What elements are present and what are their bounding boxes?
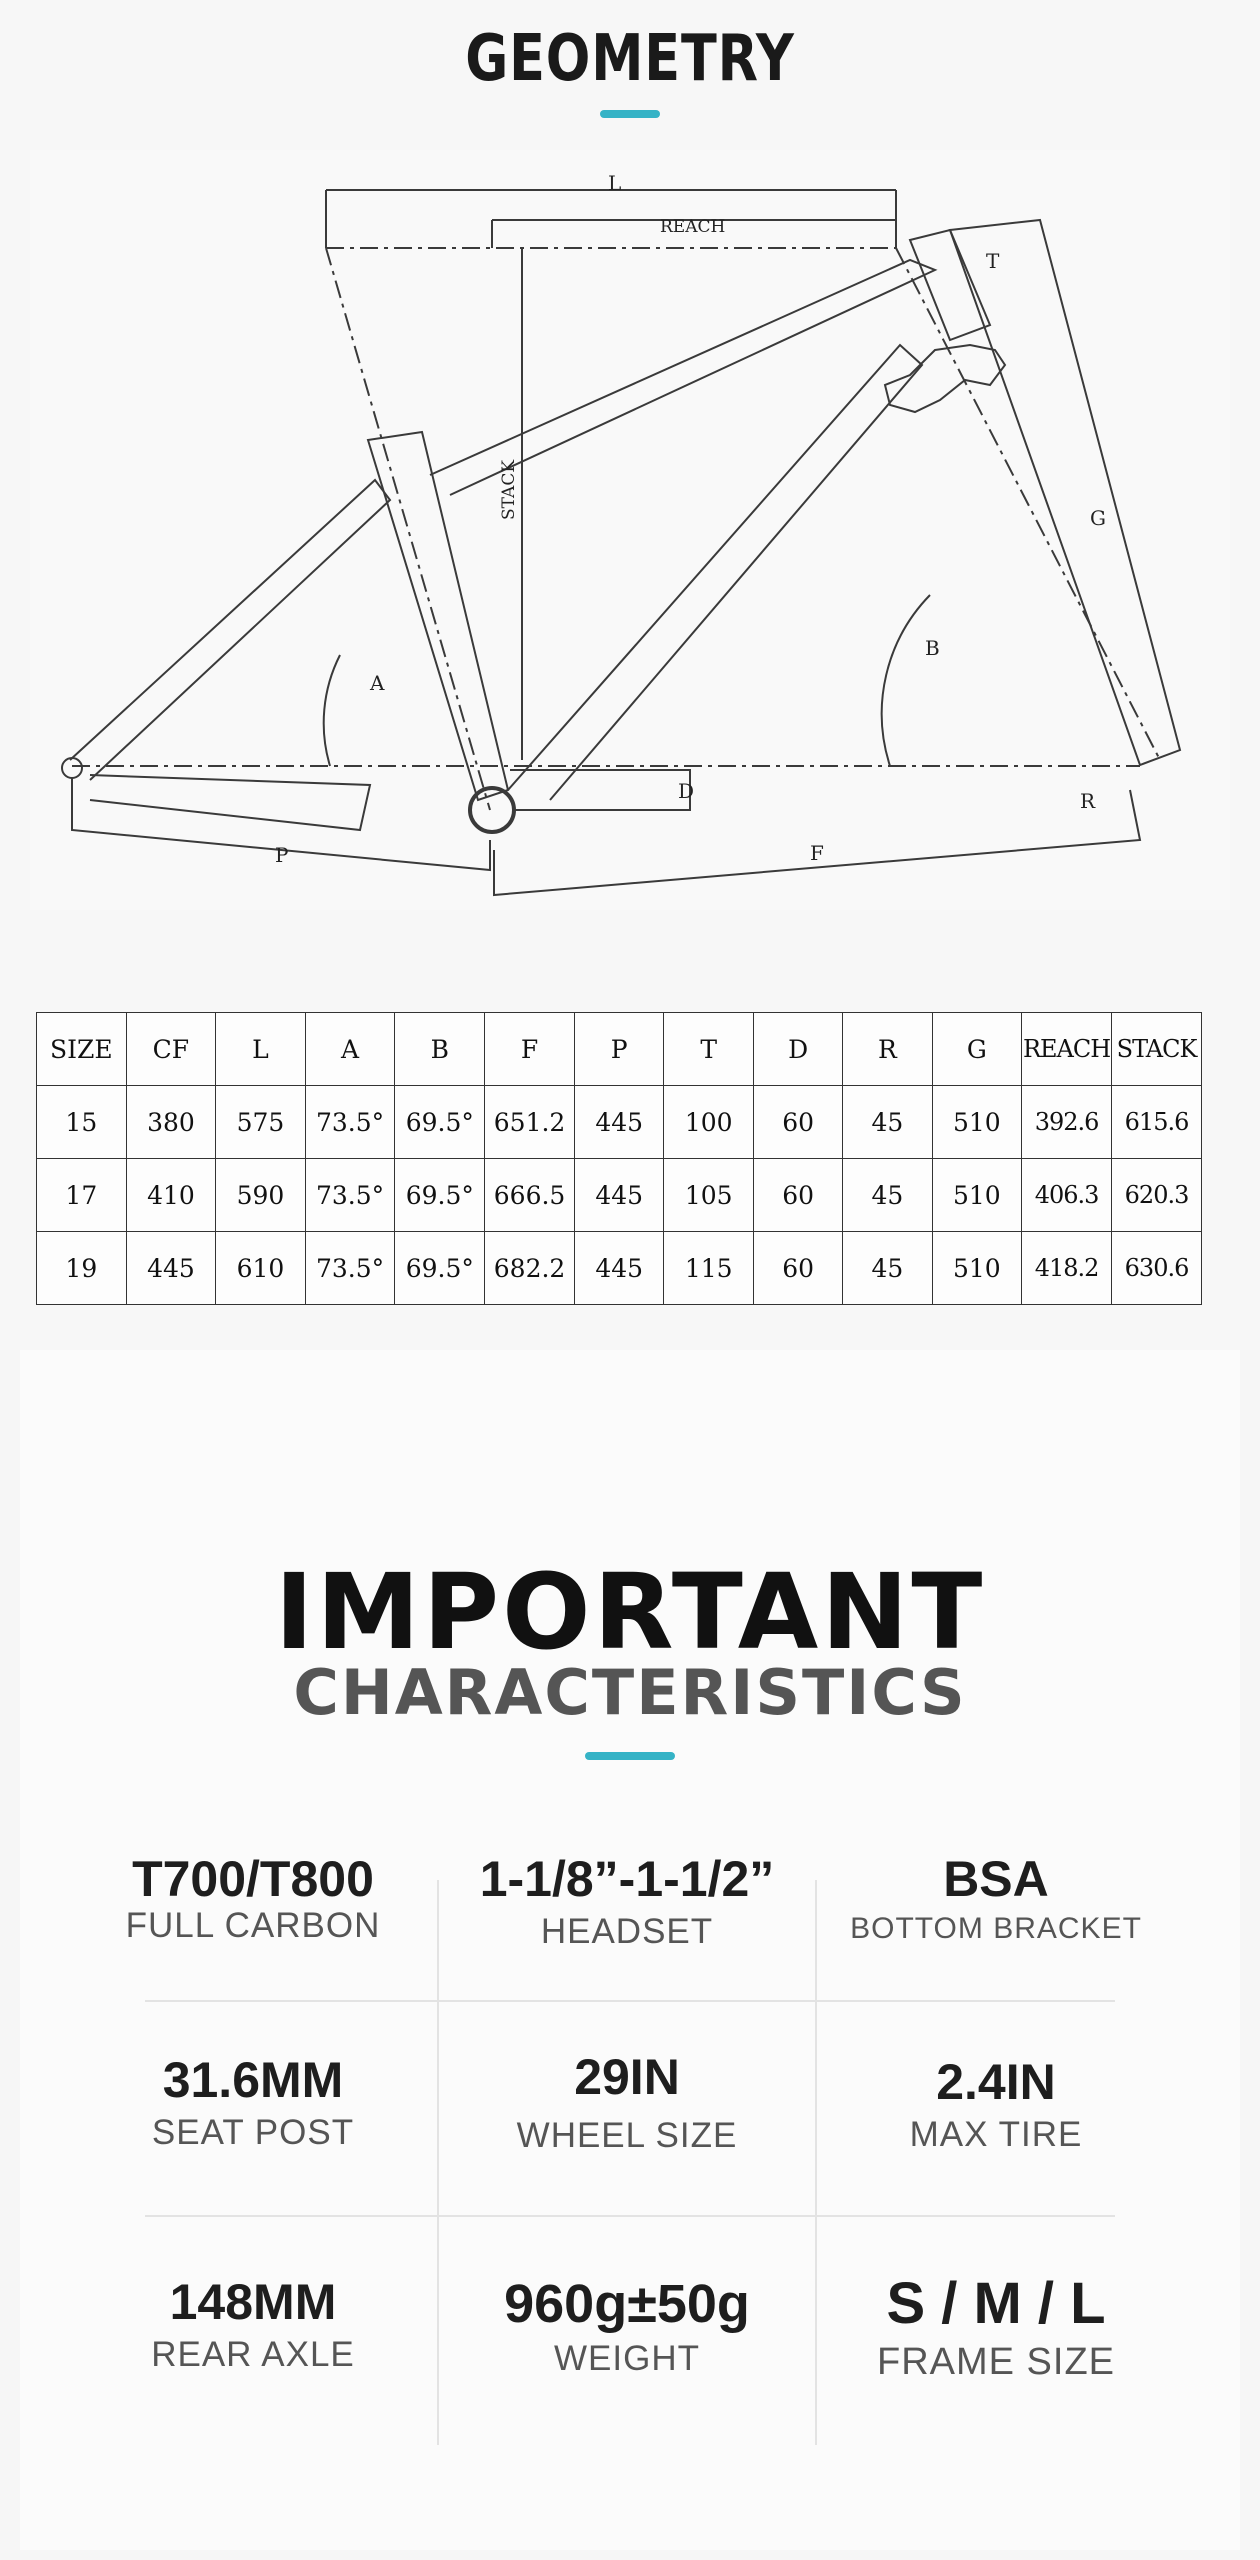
spec-label: MAX TIRE [909,2115,1083,2154]
cell-b: 69.5° [395,1159,485,1232]
cell-a: 73.5° [305,1159,395,1232]
spec-label: REAR AXLE [151,2335,355,2374]
cell-size: 15 [37,1086,127,1159]
header-t: T [664,1013,754,1086]
spec-value: BSA [943,1851,1049,1907]
spec-value: 1-1/8”-1-1/2” [479,1851,775,1907]
cell-reach: 406.3 [1022,1159,1112,1232]
label-d: D [678,779,695,803]
label-g: G [1090,506,1106,530]
label-r: R [1080,789,1096,813]
cell-l: 610 [216,1232,306,1305]
spec-value: 2.4IN [936,2054,1056,2110]
label-t: T [986,249,1000,273]
spec-label: HEADSET [540,1912,714,1951]
cell-p: 445 [574,1086,664,1159]
divider-row-2 [145,2215,1115,2217]
header-cf: CF [126,1013,216,1086]
cell-stack: 615.6 [1112,1086,1202,1159]
label-p: P [275,843,289,867]
header-b: B [395,1013,485,1086]
spec-value: 960g±50g [504,2274,750,2334]
characteristics-subtitle: CHARACTERISTICS [293,1656,967,1729]
cell-size: 19 [37,1232,127,1305]
header-p: P [574,1013,664,1086]
spec-label: SEAT POST [151,2113,355,2152]
cell-t: 105 [664,1159,754,1232]
cell-cf: 410 [126,1159,216,1232]
spec-label: WEIGHT [554,2339,700,2379]
header-f: F [485,1013,575,1086]
cell-d: 60 [753,1086,842,1159]
spec-value: S / M / L [886,2271,1106,2336]
label-a: A [370,671,385,695]
cell-size: 17 [37,1159,127,1232]
cell-f: 651.2 [485,1086,575,1159]
spec-value: 31.6MM [162,2052,344,2108]
characteristics-title: IMPORTANT [274,1551,986,1673]
cell-stack: 630.6 [1112,1232,1202,1305]
cell-reach: 418.2 [1022,1232,1112,1305]
cell-a: 73.5° [305,1232,395,1305]
divider-row-1 [145,2000,1115,2002]
spec-frame-size [806,2272,1186,2385]
cell-r: 45 [843,1159,932,1232]
cell-t: 115 [664,1232,754,1305]
cell-f: 682.2 [485,1232,575,1305]
spec-wheel-size [437,2050,817,2157]
header-a: A [305,1013,395,1086]
geometry-title: GEOMETRY [465,22,795,96]
spec-label: FRAME SIZE [876,2340,1116,2383]
spec-bottom-bracket [806,1852,1186,1947]
spec-label: FULL CARBON [125,1906,381,1945]
cell-cf: 445 [126,1232,216,1305]
cell-b: 69.5° [395,1232,485,1305]
cell-d: 60 [753,1159,842,1232]
cell-g: 510 [932,1086,1022,1159]
spec-label: BOTTOM BRACKET [850,1912,1142,1945]
label-stack: STACK [499,459,519,520]
header-l: L [216,1013,306,1086]
label-f: F [810,841,824,865]
cell-a: 73.5° [305,1086,395,1159]
cell-reach: 392.6 [1022,1086,1112,1159]
header-size: SIZE [37,1013,127,1086]
cell-l: 575 [216,1086,306,1159]
spec-value: 148MM [169,2274,337,2330]
spec-rear-axle [63,2275,443,2376]
cell-r: 45 [843,1086,932,1159]
header-g: G [932,1013,1022,1086]
spec-full-carbon [63,1852,443,1947]
cell-cf: 380 [126,1086,216,1159]
cell-p: 445 [574,1159,664,1232]
header-r: R [843,1013,932,1086]
cell-p: 445 [574,1232,664,1305]
cell-f: 666.5 [485,1159,575,1232]
cell-b: 69.5° [395,1086,485,1159]
label-reach: REACH [660,217,726,237]
label-l: L [608,171,622,195]
cell-d: 60 [753,1232,842,1305]
spec-max-tire [806,2055,1186,2156]
spec-seat-post [63,2053,443,2154]
spec-label: WHEEL SIZE [516,2116,738,2155]
cell-t: 100 [664,1086,754,1159]
cell-l: 590 [216,1159,306,1232]
cell-g: 510 [932,1159,1022,1232]
cell-r: 45 [843,1232,932,1305]
header-stack: STACK [1112,1013,1202,1086]
spec-weight [437,2275,817,2380]
spec-value: 29IN [574,2049,680,2105]
label-b: B [925,636,940,660]
cell-stack: 620.3 [1112,1159,1202,1232]
cell-g: 510 [932,1232,1022,1305]
spec-value: T700/T800 [132,1851,374,1907]
header-reach: REACH [1022,1013,1112,1086]
spec-headset [437,1852,817,1953]
header-d: D [753,1013,842,1086]
